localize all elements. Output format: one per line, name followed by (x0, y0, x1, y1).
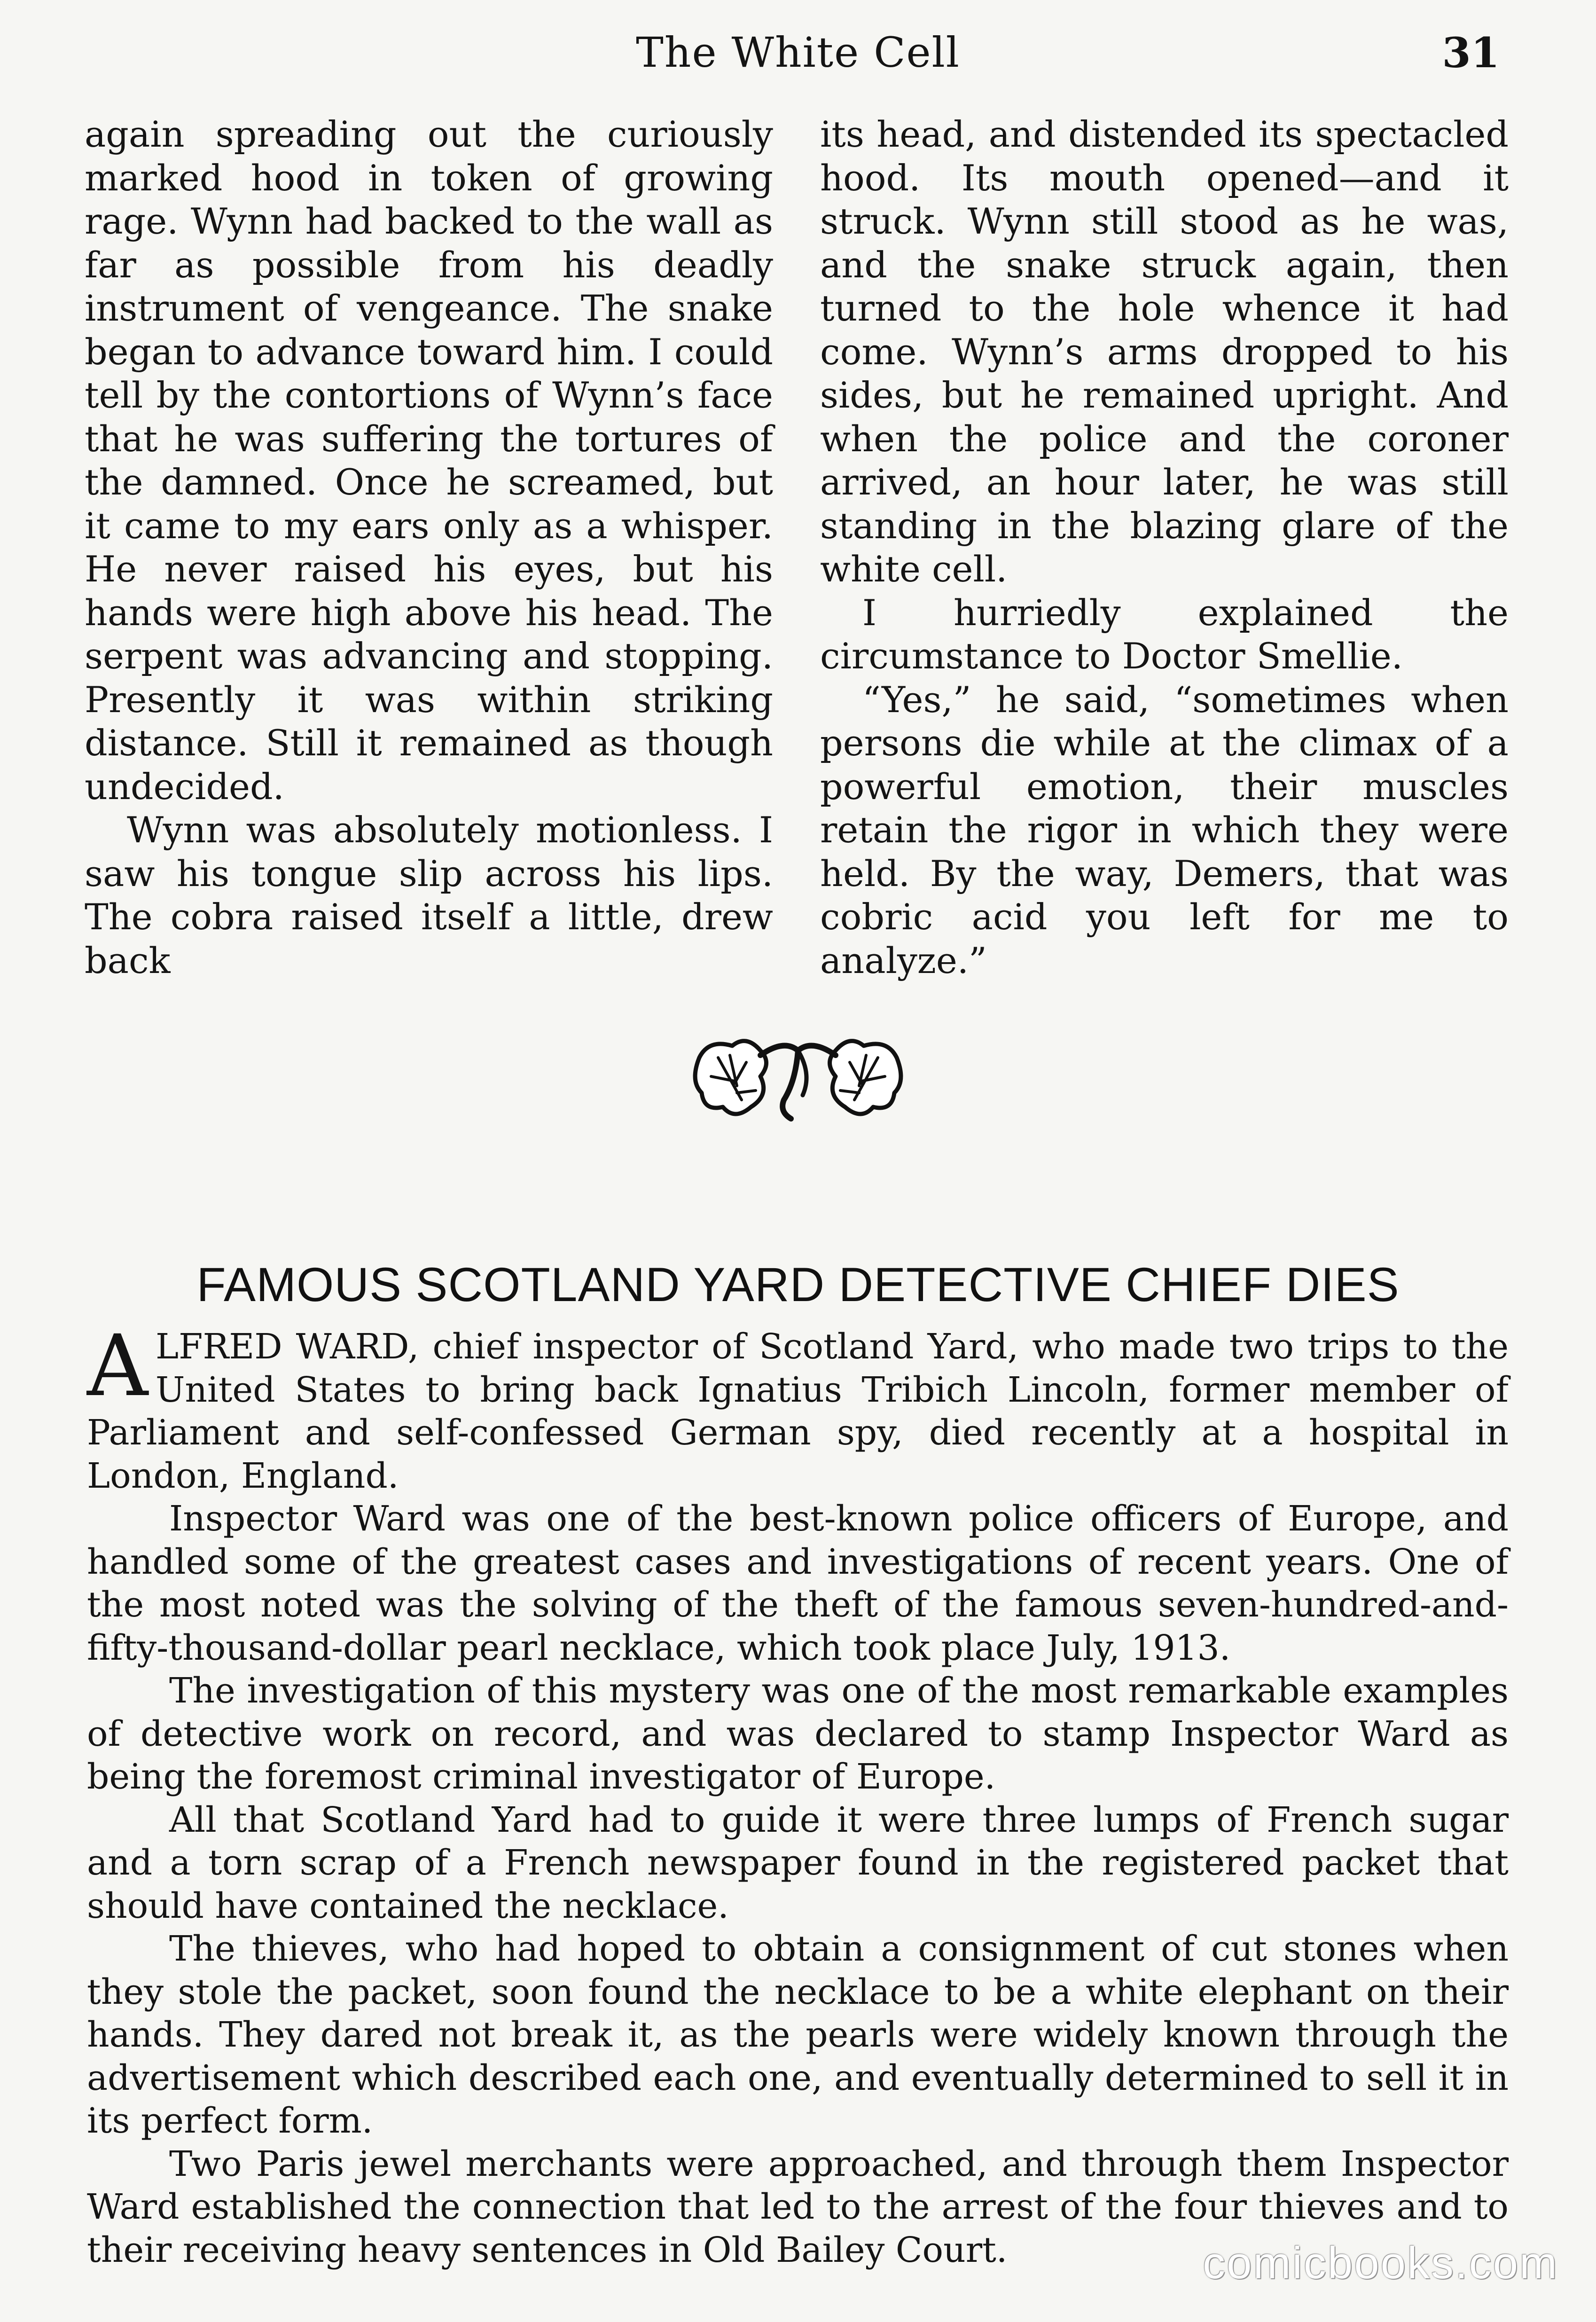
leaf-vine-ornament-icon (690, 1029, 906, 1133)
article-paragraph: Two Paris jewel merchants were approached, and through them Inspector Ward established the connection that led to the arrest of the four thieves and to their receiving heavy sentences in Old Bailey Court. (87, 2143, 1509, 2270)
running-title: The White Cell (636, 28, 960, 77)
page-number: 31 (1442, 28, 1500, 77)
article-paragraph: The investigation of this mystery was one of the most remarkable examples of detective work on record, and was declared to stamp Inspector Ward as being the foremost criminal investigator of Europe. (87, 1671, 1509, 1797)
story-left-column (85, 113, 773, 982)
story-paragraph: “Yes,” he said, “sometimes when persons die while at the climax of a powerful emotion, their muscles retain the rigor in which they were held. By the way, Demers, that was cobric acid you left for me to analyze.” (820, 678, 1509, 981)
page-header (0, 28, 1596, 89)
drop-cap: A (87, 1317, 148, 1415)
article-paragraph: Inspector Ward was one of the best-known police officers of Europe, and handled some of the greatest cases and investigations of recent years. One of the most noted was the solving of the theft of the famous seven-hundred-and-fifty-thousand-dollar pearl necklace, which took place July, 1913. (87, 1498, 1509, 1668)
article-paragraph: The thieves, who had hoped to obtain a consignment of cut stones when they stole the packet, soon found the necklace to be a white elephant on their hands. They dared not break it, as the pearls were widely known through the advertisement which described each one, and eventually determined to sell it in its perfect form. (87, 1929, 1509, 2141)
article-lead-paragraph (87, 1317, 1509, 1498)
watermark: comicbooks.com (1203, 2238, 1558, 2288)
story-paragraph: its head, and distended its spectacled hood. Its mouth opened—and it struck. Wynn still stood as he was, and the snake struck again, then turned to the hole whence it had come. Wynn’s arms dropped to his sides, but he remained upright. And when the police and the coroner arrived, an hour later, he was still standing in the blazing glare of the white cell. (820, 113, 1509, 590)
article-body (87, 1317, 1509, 2272)
story-paragraph: again spreading out the curiously marked hood in token of growing rage. Wynn had backed to the wall as far as possible from his deadly instrument of vengeance. The snake began to advance toward him. I could tell by the contortions of Wynn’s face that he was suffering the tortures of the damned. Once he screamed, but it came to my ears only as a whisper. He never raised his eyes, but his hands were high above his head. The serpent was advancing and stopping. Presently it was within striking distance. Still it remained as though undecided. (85, 113, 773, 808)
article-paragraph: All that Scotland Yard had to guide it were three lumps of French sugar and a torn scrap of a French newspaper found in the registered packet that should have contained the necklace. (87, 1799, 1509, 1926)
lead-text: chief inspector of Scotland Yard, who made two trips to the United States to bring back Ignatius Tribich Lincoln, former member of Parliament and self-confessed German spy, died recently at a hospital in London, England. (87, 1326, 1509, 1496)
story-paragraph: Wynn was absolutely motionless. I saw his tongue slip across his lips. The cobra raised itself a little, drew back (85, 809, 773, 981)
lead-name: LFRED WARD, (156, 1326, 419, 1367)
story-right-column (820, 113, 1509, 982)
story-paragraph: I hurriedly explained the circumstance to Doctor Smellie. (820, 591, 1509, 677)
article-title: FAMOUS SCOTLAND YARD DETECTIVE CHIEF DIES (196, 1258, 1400, 1311)
